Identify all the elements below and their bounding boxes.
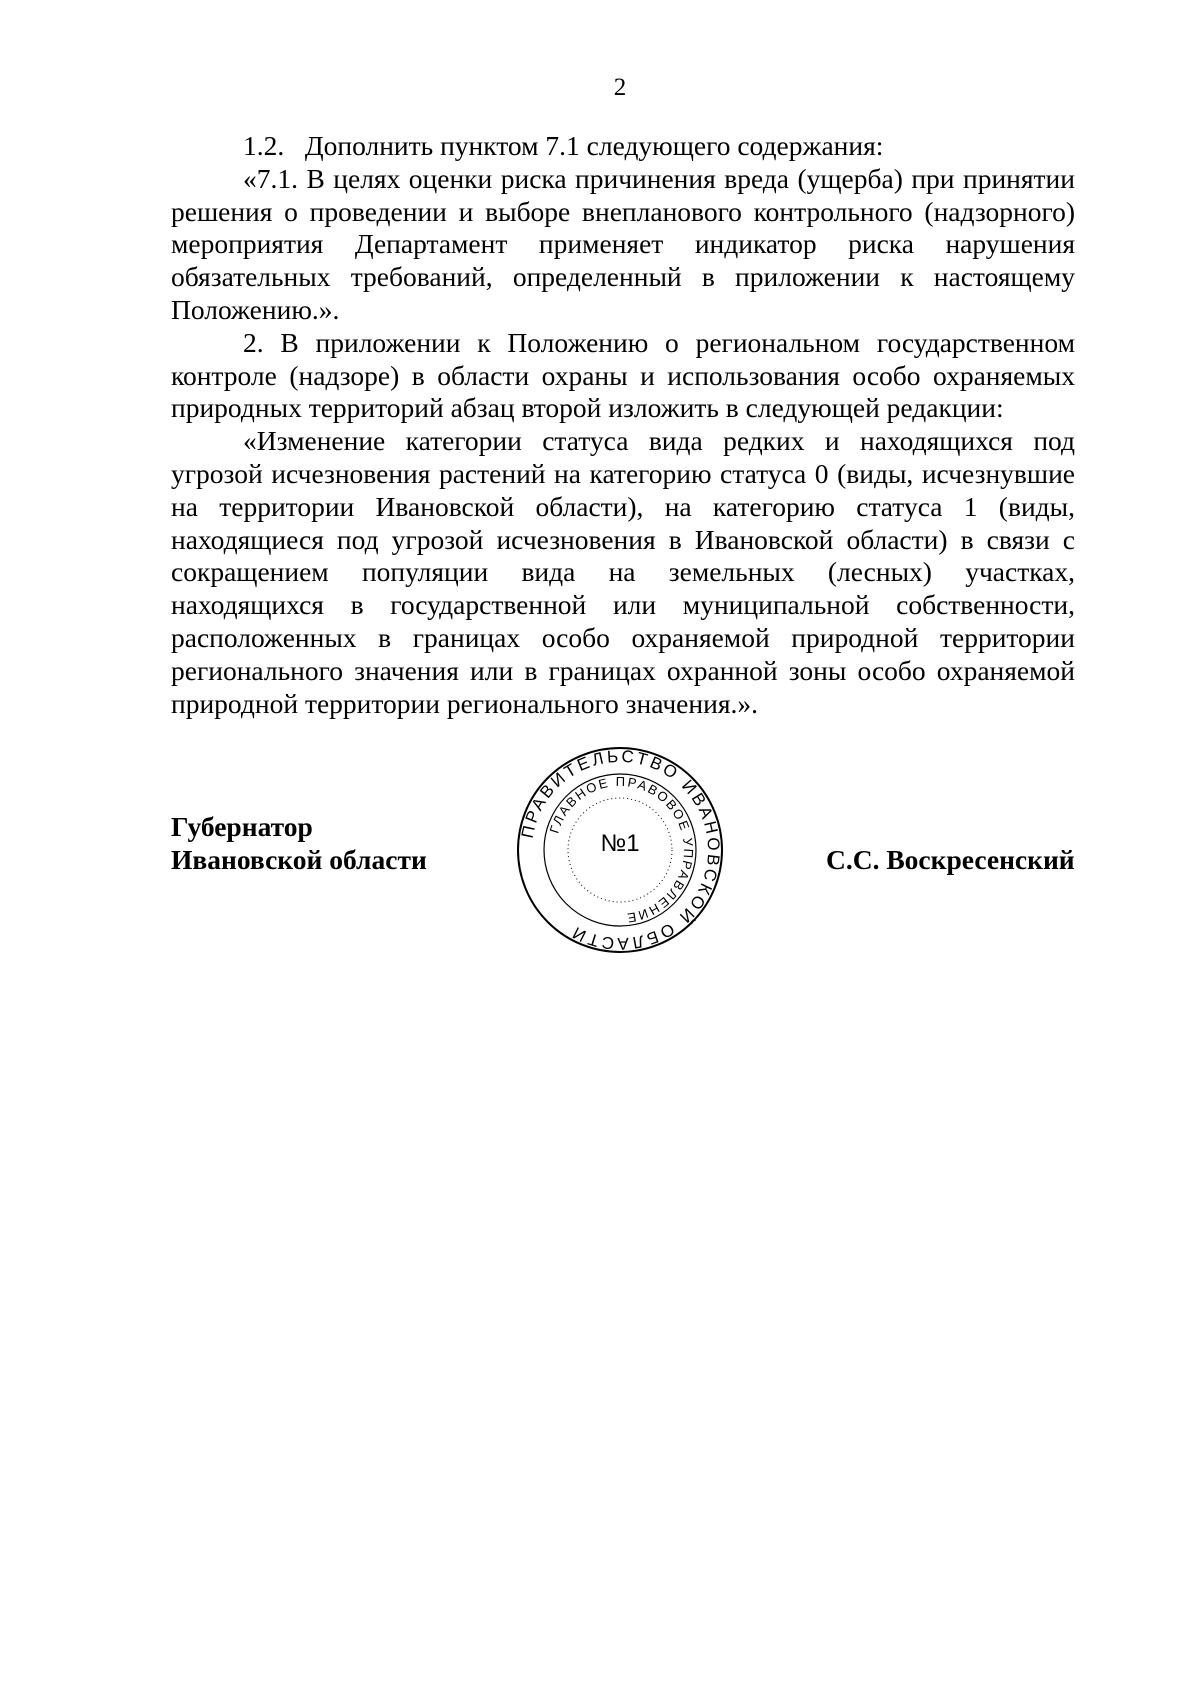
signatory-position-line1: Губернатор bbox=[171, 811, 313, 842]
official-stamp bbox=[515, 745, 725, 955]
stamp-number: №1 bbox=[600, 830, 640, 857]
signatory-position-line2: Ивановской области bbox=[171, 843, 427, 875]
signatory-name: С.С. Воскресенский bbox=[826, 844, 1075, 875]
paragraph-2: 2. В приложении к Положению о региональном государственном контроле (надзоре) в области охраны и использования особо охраняемых природных территорий абзац второй изложить в следующей редакции: bbox=[171, 326, 1075, 424]
stamp-inner-text: ГЛАВНОЕ ПРАВОВОЕ УПРАВЛЕНИЕ bbox=[546, 773, 697, 926]
paragraph-2-quote: «Изменение категории статуса вида редких и находящихся под угрозой исчезновения растений на категорию статуса 0 (виды, исчезнувшие на территории Ивановской области), на категорию статуса 1 (виды, находящиеся под угрозой исчезновения в Ивановской области) в связи с сокращением популяции вида на земельных (лесных) участках, находящихся в государственной или муниципальной собственности, расположенных в границах особо охраняемой природной территории регионального значения или в границах охранной зоны особо охраняемой природной территории регионального значения.». bbox=[171, 425, 1075, 719]
page-number: 2 bbox=[613, 74, 627, 101]
signatory-position bbox=[171, 811, 427, 877]
stamp-outer-text: ПРАВИТЕЛЬСТВО ИВАНОВСКОЙ ОБЛАСТИ bbox=[517, 746, 724, 954]
paragraph-7-1: «7.1. В целях оценки риска причинения вреда (ущерба) при принятии решения о проведении и выборе внепланового контрольного (надзорного) мероприятия Департамент применяет индикатор риска нарушения обязательных требований, определенный в приложении к настоящему Положению.». bbox=[171, 162, 1075, 325]
document-body bbox=[171, 130, 1075, 720]
paragraph-1-2: 1.2. Дополнить пунктом 7.1 следующего содержания: bbox=[243, 130, 884, 161]
